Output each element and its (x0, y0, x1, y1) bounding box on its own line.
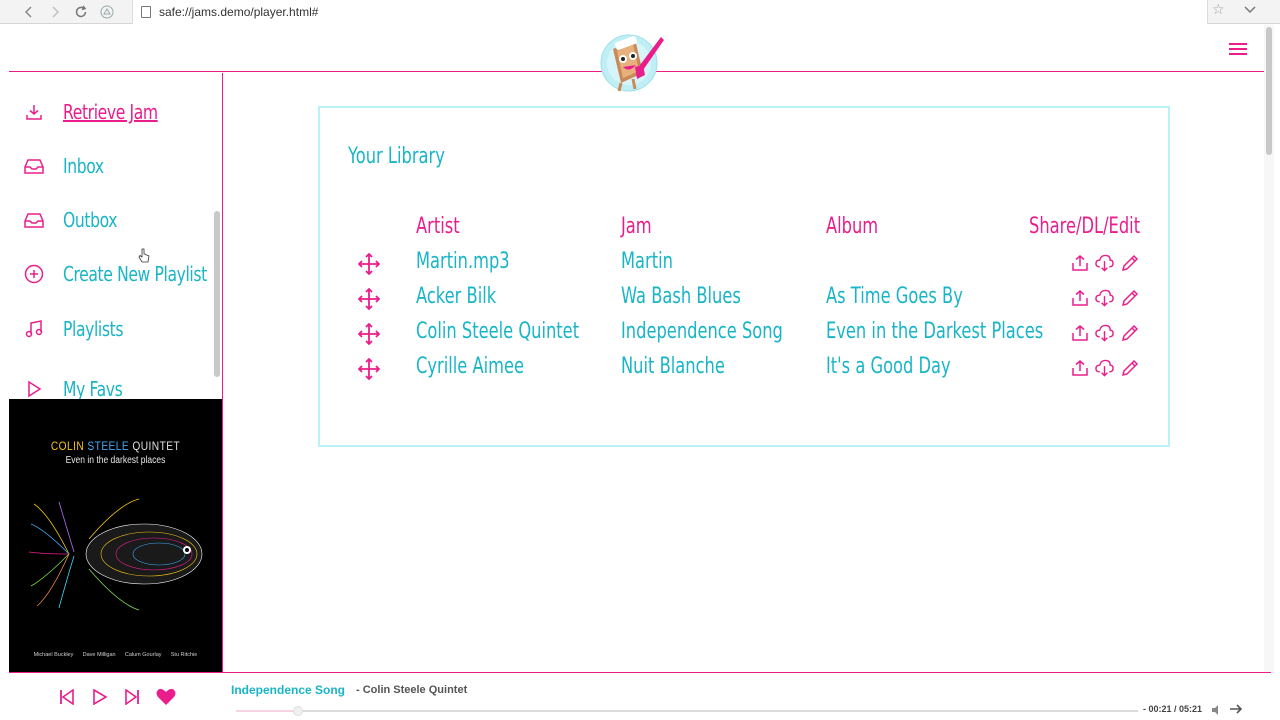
album-art-band-name: COLIN STEELE QUINTET (50, 439, 181, 453)
sidebar-item-label[interactable]: Playlists (63, 317, 124, 341)
sidebar-item-label[interactable]: Outbox (63, 208, 118, 232)
row-jam[interactable]: Martin (621, 249, 673, 274)
outbox-icon (23, 209, 45, 231)
now-playing-title: Independence Song (231, 683, 346, 697)
row-artist[interactable]: Colin Steele Quintet (416, 319, 580, 344)
sidebar (9, 73, 223, 672)
playback-time: - 00:21 / 05:21 (1143, 704, 1203, 714)
library-row[interactable] (320, 352, 1168, 387)
row-jam[interactable]: Nuit Blanche (621, 354, 725, 379)
sidebar-item-playlists[interactable] (9, 309, 214, 349)
cloud-download-icon[interactable] (1095, 323, 1114, 342)
progress-fill (236, 710, 296, 712)
page-icon (141, 6, 151, 18)
address-bar[interactable] (132, 0, 1208, 24)
app-logo[interactable] (599, 29, 667, 95)
edit-pencil-icon[interactable] (1120, 323, 1139, 342)
sidebar-item-my-favs[interactable] (9, 369, 214, 399)
library-title: Your Library (348, 144, 445, 169)
sidebar-item-inbox[interactable] (9, 146, 214, 186)
cloud-download-icon[interactable] (1095, 253, 1114, 272)
heart-icon[interactable] (156, 688, 176, 710)
drag-move-icon[interactable] (358, 358, 380, 380)
sidebar-item-create-playlist[interactable] (9, 254, 214, 294)
hamburger-menu-icon[interactable] (1229, 43, 1247, 55)
previous-track-icon[interactable] (59, 689, 75, 709)
page-scrollbar[interactable] (1264, 25, 1274, 675)
edit-pencil-icon[interactable] (1120, 358, 1139, 377)
app-header (9, 25, 1271, 72)
row-album[interactable]: Even in the Darkest Places (826, 319, 1044, 344)
inbox-icon (23, 155, 45, 177)
row-album[interactable]: It's a Good Day (826, 354, 951, 379)
hand-cursor-icon (138, 248, 150, 268)
page-scrollbar-thumb[interactable] (1266, 27, 1272, 155)
sidebar-item-label[interactable]: Create New Playlist (63, 262, 207, 286)
library-row[interactable] (320, 317, 1168, 352)
row-artist[interactable]: Martin.mp3 (416, 249, 510, 274)
share-icon[interactable] (1070, 253, 1089, 272)
library-card (318, 106, 1170, 447)
now-playing-artist: - Colin Steele Quintet (356, 684, 468, 696)
album-art[interactable] (9, 399, 222, 672)
progress-bar[interactable] (236, 710, 1138, 712)
play-outline-icon (23, 378, 45, 399)
drag-move-icon[interactable] (358, 253, 380, 275)
chevron-down-icon[interactable] (1244, 3, 1256, 17)
forward-arrow-icon[interactable] (42, 0, 68, 24)
next-track-icon[interactable] (124, 689, 140, 709)
drag-move-icon[interactable] (358, 288, 380, 310)
row-jam[interactable]: Independence Song (621, 319, 783, 344)
add-circle-icon (23, 263, 45, 285)
safe-network-icon[interactable] (94, 0, 120, 24)
library-row[interactable] (320, 282, 1168, 317)
sidebar-item-outbox[interactable] (9, 200, 214, 240)
sidebar-item-retrieve-jam[interactable] (9, 92, 214, 132)
row-artist[interactable]: Acker Bilk (416, 284, 497, 309)
column-header-artist: Artist (416, 214, 460, 239)
volume-icon[interactable] (1211, 704, 1223, 719)
reload-icon[interactable] (68, 0, 94, 24)
sidebar-item-label[interactable]: My Favs (63, 377, 123, 399)
music-note-icon (23, 318, 45, 340)
drag-move-icon[interactable] (358, 323, 380, 345)
sidebar-scrollbar[interactable] (214, 211, 220, 377)
album-art-subtitle: Even in the darkest places (65, 455, 166, 466)
download-icon (23, 101, 45, 123)
library-row[interactable] (320, 247, 1168, 282)
row-artist[interactable]: Cyrille Aimee (416, 354, 525, 379)
album-art-credits: Michael Buckley Dave Milligan Calum Gourlay Stu Ritchie (33, 652, 198, 658)
player-bar (9, 672, 1271, 720)
bookmark-star-icon[interactable]: ☆ (1212, 2, 1225, 18)
share-icon[interactable] (1070, 358, 1089, 377)
play-icon[interactable] (92, 689, 108, 709)
sidebar-item-label[interactable]: Retrieve Jam (63, 100, 158, 124)
column-header-actions: Share/DL/Edit (1028, 214, 1140, 239)
row-jam[interactable]: Wa Bash Blues (621, 284, 741, 309)
album-art-fish (29, 494, 204, 614)
edit-pencil-icon[interactable] (1120, 288, 1139, 307)
arrow-right-icon[interactable] (1229, 703, 1243, 717)
browser-toolbar (0, 0, 1280, 24)
cloud-download-icon[interactable] (1095, 358, 1114, 377)
progress-handle[interactable] (293, 706, 303, 716)
column-header-jam: Jam (621, 214, 652, 239)
sidebar-item-label[interactable]: Inbox (63, 154, 104, 178)
cloud-download-icon[interactable] (1095, 288, 1114, 307)
url-text: safe://jams.demo/player.html# (159, 5, 319, 19)
share-icon[interactable] (1070, 323, 1089, 342)
share-icon[interactable] (1070, 288, 1089, 307)
edit-pencil-icon[interactable] (1120, 253, 1139, 272)
column-header-album: Album (826, 214, 879, 239)
back-arrow-icon[interactable] (16, 0, 42, 24)
row-album[interactable]: As Time Goes By (826, 284, 963, 309)
sidebar-menu (9, 73, 214, 399)
